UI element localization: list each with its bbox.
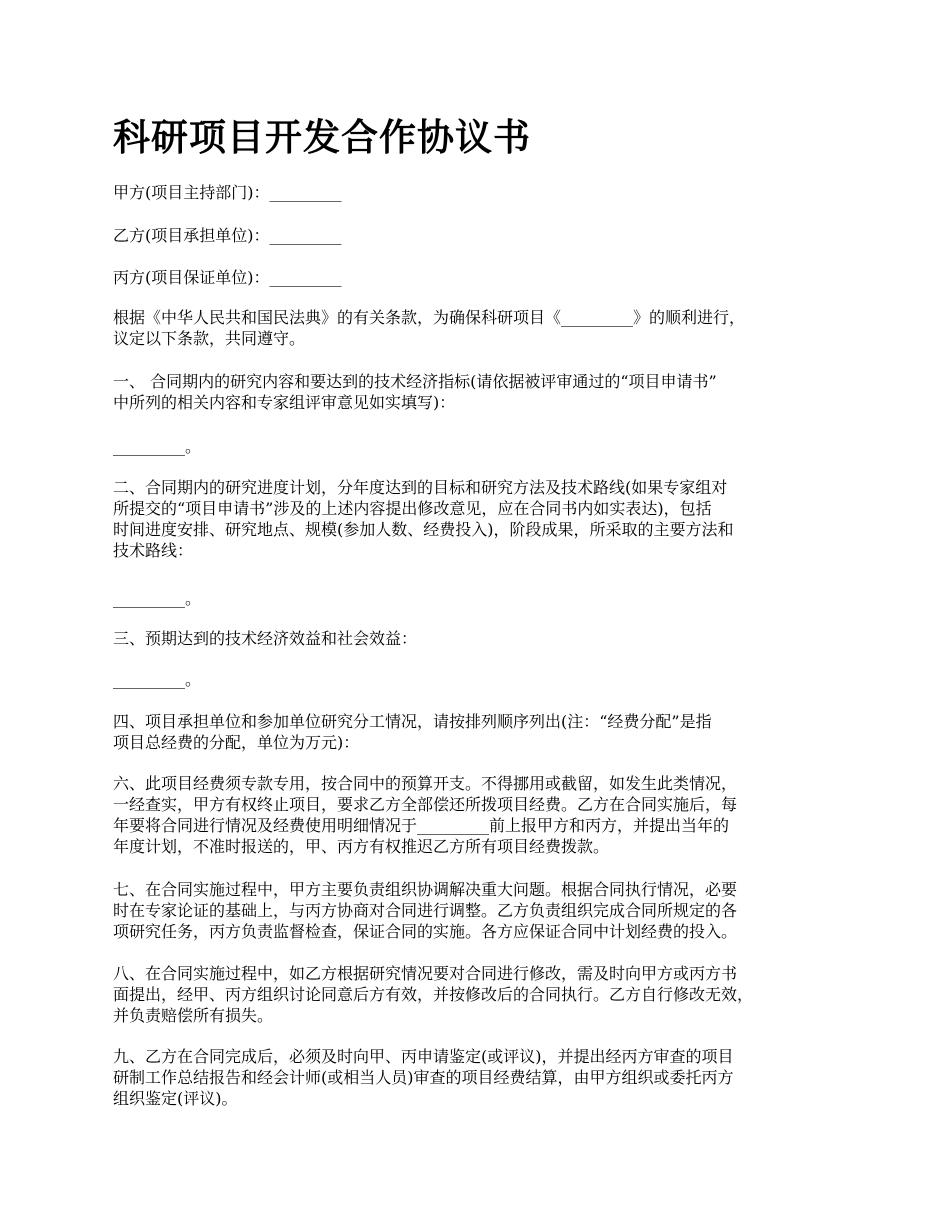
party-c: 丙方(项目保证单位)：_________: [113, 268, 342, 287]
clause-8: 八、在合同实施过程中，如乙方根据研究情况要对合同进行修改，需及时向甲方或丙方书 面提出，经甲、丙方组织讨论同意后方有效，并按修改后的合同执行。乙方自行修改无效， 并负责赔偿所有损失。: [113, 964, 754, 1025]
clause-6: 六、此项目经费须专款专用，按合同中的预算开支。不得挪用或截留，如发生此类情况， 一经查实，甲方有权终止项目，要求乙方全部偿还所拨项目经费。乙方在合同实施后，每 年要将合同进行情况及经费使用明细情况于_________前上报甲方和丙方，并提出当年的 年度计划，不准时报送的，甲、丙方有权推迟乙方所有项目经费拨款。: [113, 774, 738, 856]
party-b: 乙方(项目承担单位)：_________: [113, 226, 342, 245]
clause-9: 九、乙方在合同完成后，必须及时向甲、丙申请鉴定(或评议)，并提出经丙方审查的项目 研制工作总结报告和经会计师(或相当人员)审查的项目经费结算，由甲方组织或委托丙方 组织鉴定(评议)。: [113, 1047, 734, 1108]
intro-paragraph: 根据《中华人民共和国民法典》的有关条款，为确保科研项目《_________》的顺利进行， 议定以下条款，共同遵守。: [113, 308, 746, 348]
clause-3: 三、预期达到的技术经济效益和社会效益：: [113, 629, 418, 648]
clause-2: 二、合同期内的研究进度计划，分年度达到的目标和研究方法及技术路线(如果专家组对 所提交的“项目申请书”涉及的上述内容提出修改意见，应在合同书内如实表达)，包括 时间进度安排、研究地点、规模(参加人数、经费投入)，阶段成果，所采取的主要方法和 技术路线：: [113, 478, 734, 560]
clause-3-answer: _________。: [113, 670, 202, 689]
clause-4: 四、项目承担单位和参加单位研究分工情况，请按排列顺序列出(注：“经费分配”是指 项目总经费的分配，单位为万元)：: [113, 712, 712, 752]
clause-1-answer: _________。: [113, 437, 202, 456]
party-a: 甲方(项目主持部门)：_________: [113, 183, 342, 202]
clause-2-answer: _________。: [113, 589, 202, 608]
clause-7: 七、在合同实施过程中，甲方主要负责组织协调解决重大问题。根据合同执行情况，必要 时在专家论证的基础上，与丙方协商对合同进行调整。乙方负责组织完成合同所规定的各 项研究任务，丙方负责监督检查，保证合同的实施。各方应保证合同中计划经费的投入。: [113, 880, 738, 941]
clause-1: 一、 合同期内的研究内容和要达到的技术经济指标(请依据被评审通过的“项目申请书” 中所列的相关内容和专家组评审意见如实填写)：: [113, 372, 717, 412]
document-title: 科研项目开发合作协议书: [113, 115, 531, 159]
